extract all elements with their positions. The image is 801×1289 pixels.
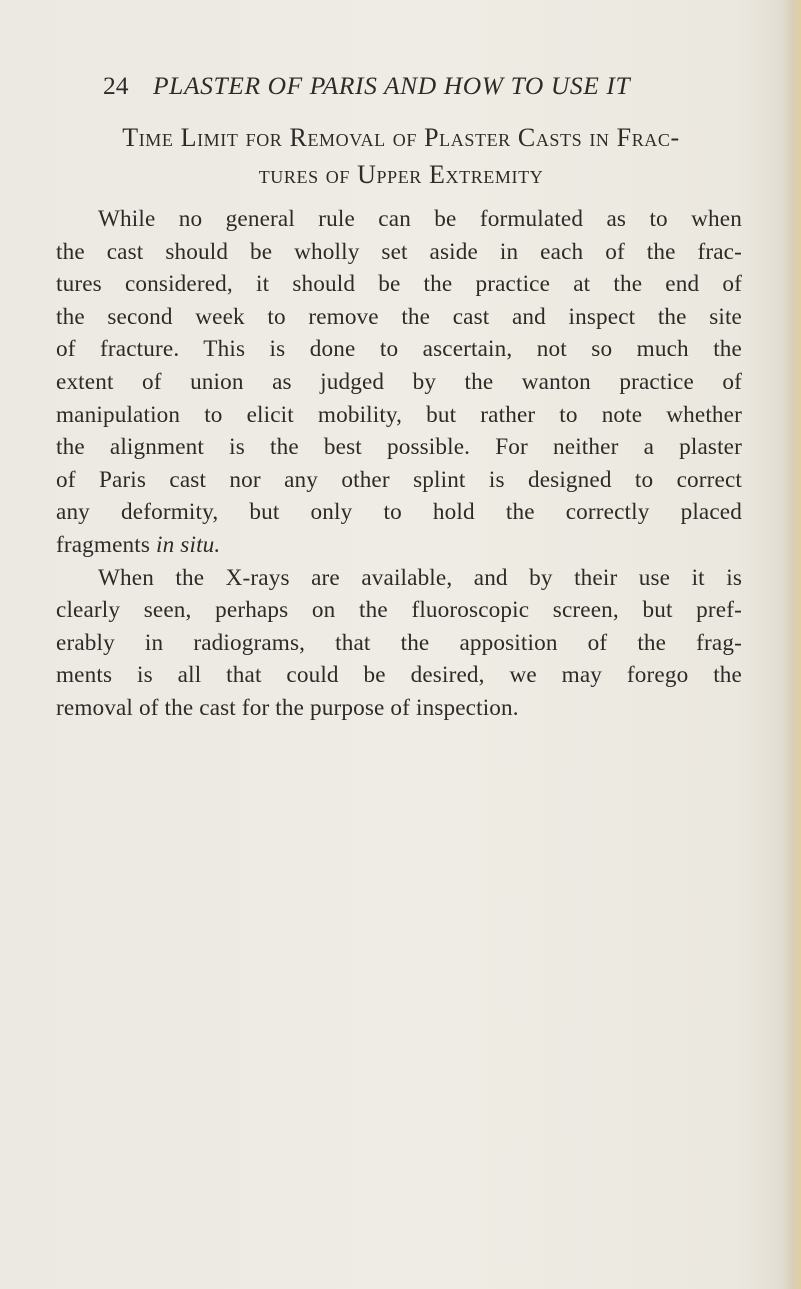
paragraph-1-line: any deformity, but only to hold the correctly placed [56, 499, 742, 526]
paragraph-1-line: While no general rule can be formulated as to when [98, 206, 742, 232]
paragraph-1-italic-phrase: in situ. [156, 531, 221, 558]
paragraph-2-last-line: removal of the cast for the purpose of inspection. [56, 694, 519, 721]
body-text [56, 203, 742, 725]
page-edge [783, 0, 801, 1289]
paragraph-2-line: ments is all that could be desired, we may forego the [56, 662, 742, 689]
paragraph-1-line: extent of union as judged by the wanton practice of [56, 368, 742, 395]
paragraph-1-line: manipulation to elicit mobility, but rather to note whether [56, 401, 742, 428]
paragraph-1-line: the cast should be wholly set aside in each of the frac- [56, 238, 742, 265]
page-number: 24 [103, 71, 129, 100]
paragraph-2-line: clearly seen, perhaps on the fluoroscopic screen, but pref- [56, 597, 742, 624]
paragraph-1-last-line-text: fragments [56, 531, 157, 558]
running-title: PLASTER OF PARIS AND HOW TO USE IT [153, 71, 631, 100]
paragraph-1-line: the second week to remove the cast and inspect the site [56, 303, 742, 330]
section-heading [62, 119, 740, 193]
paragraph-1-last-line [56, 529, 742, 562]
section-heading-line-2: tures of Upper Extremity [258, 160, 544, 189]
paragraph-2-line: When the X-rays are available, and by their use it is [98, 564, 742, 591]
paragraph-1-line: of fracture. This is done to ascertain, not so much the [56, 336, 742, 363]
paragraph-2-line: erably in radiograms, that the apposition of the frag- [56, 629, 742, 656]
section-heading-line-1: Time Limit for Removal of Plaster Casts in Frac- [122, 123, 680, 152]
paragraph-1-line: the alignment is the best possible. For neither a plaster [56, 434, 742, 461]
paragraph-1-line: of Paris cast nor any other splint is designed to correct [56, 466, 742, 493]
paragraph-1-line: tures considered, it should be the practice at the end of [56, 271, 742, 298]
running-head [103, 69, 723, 103]
